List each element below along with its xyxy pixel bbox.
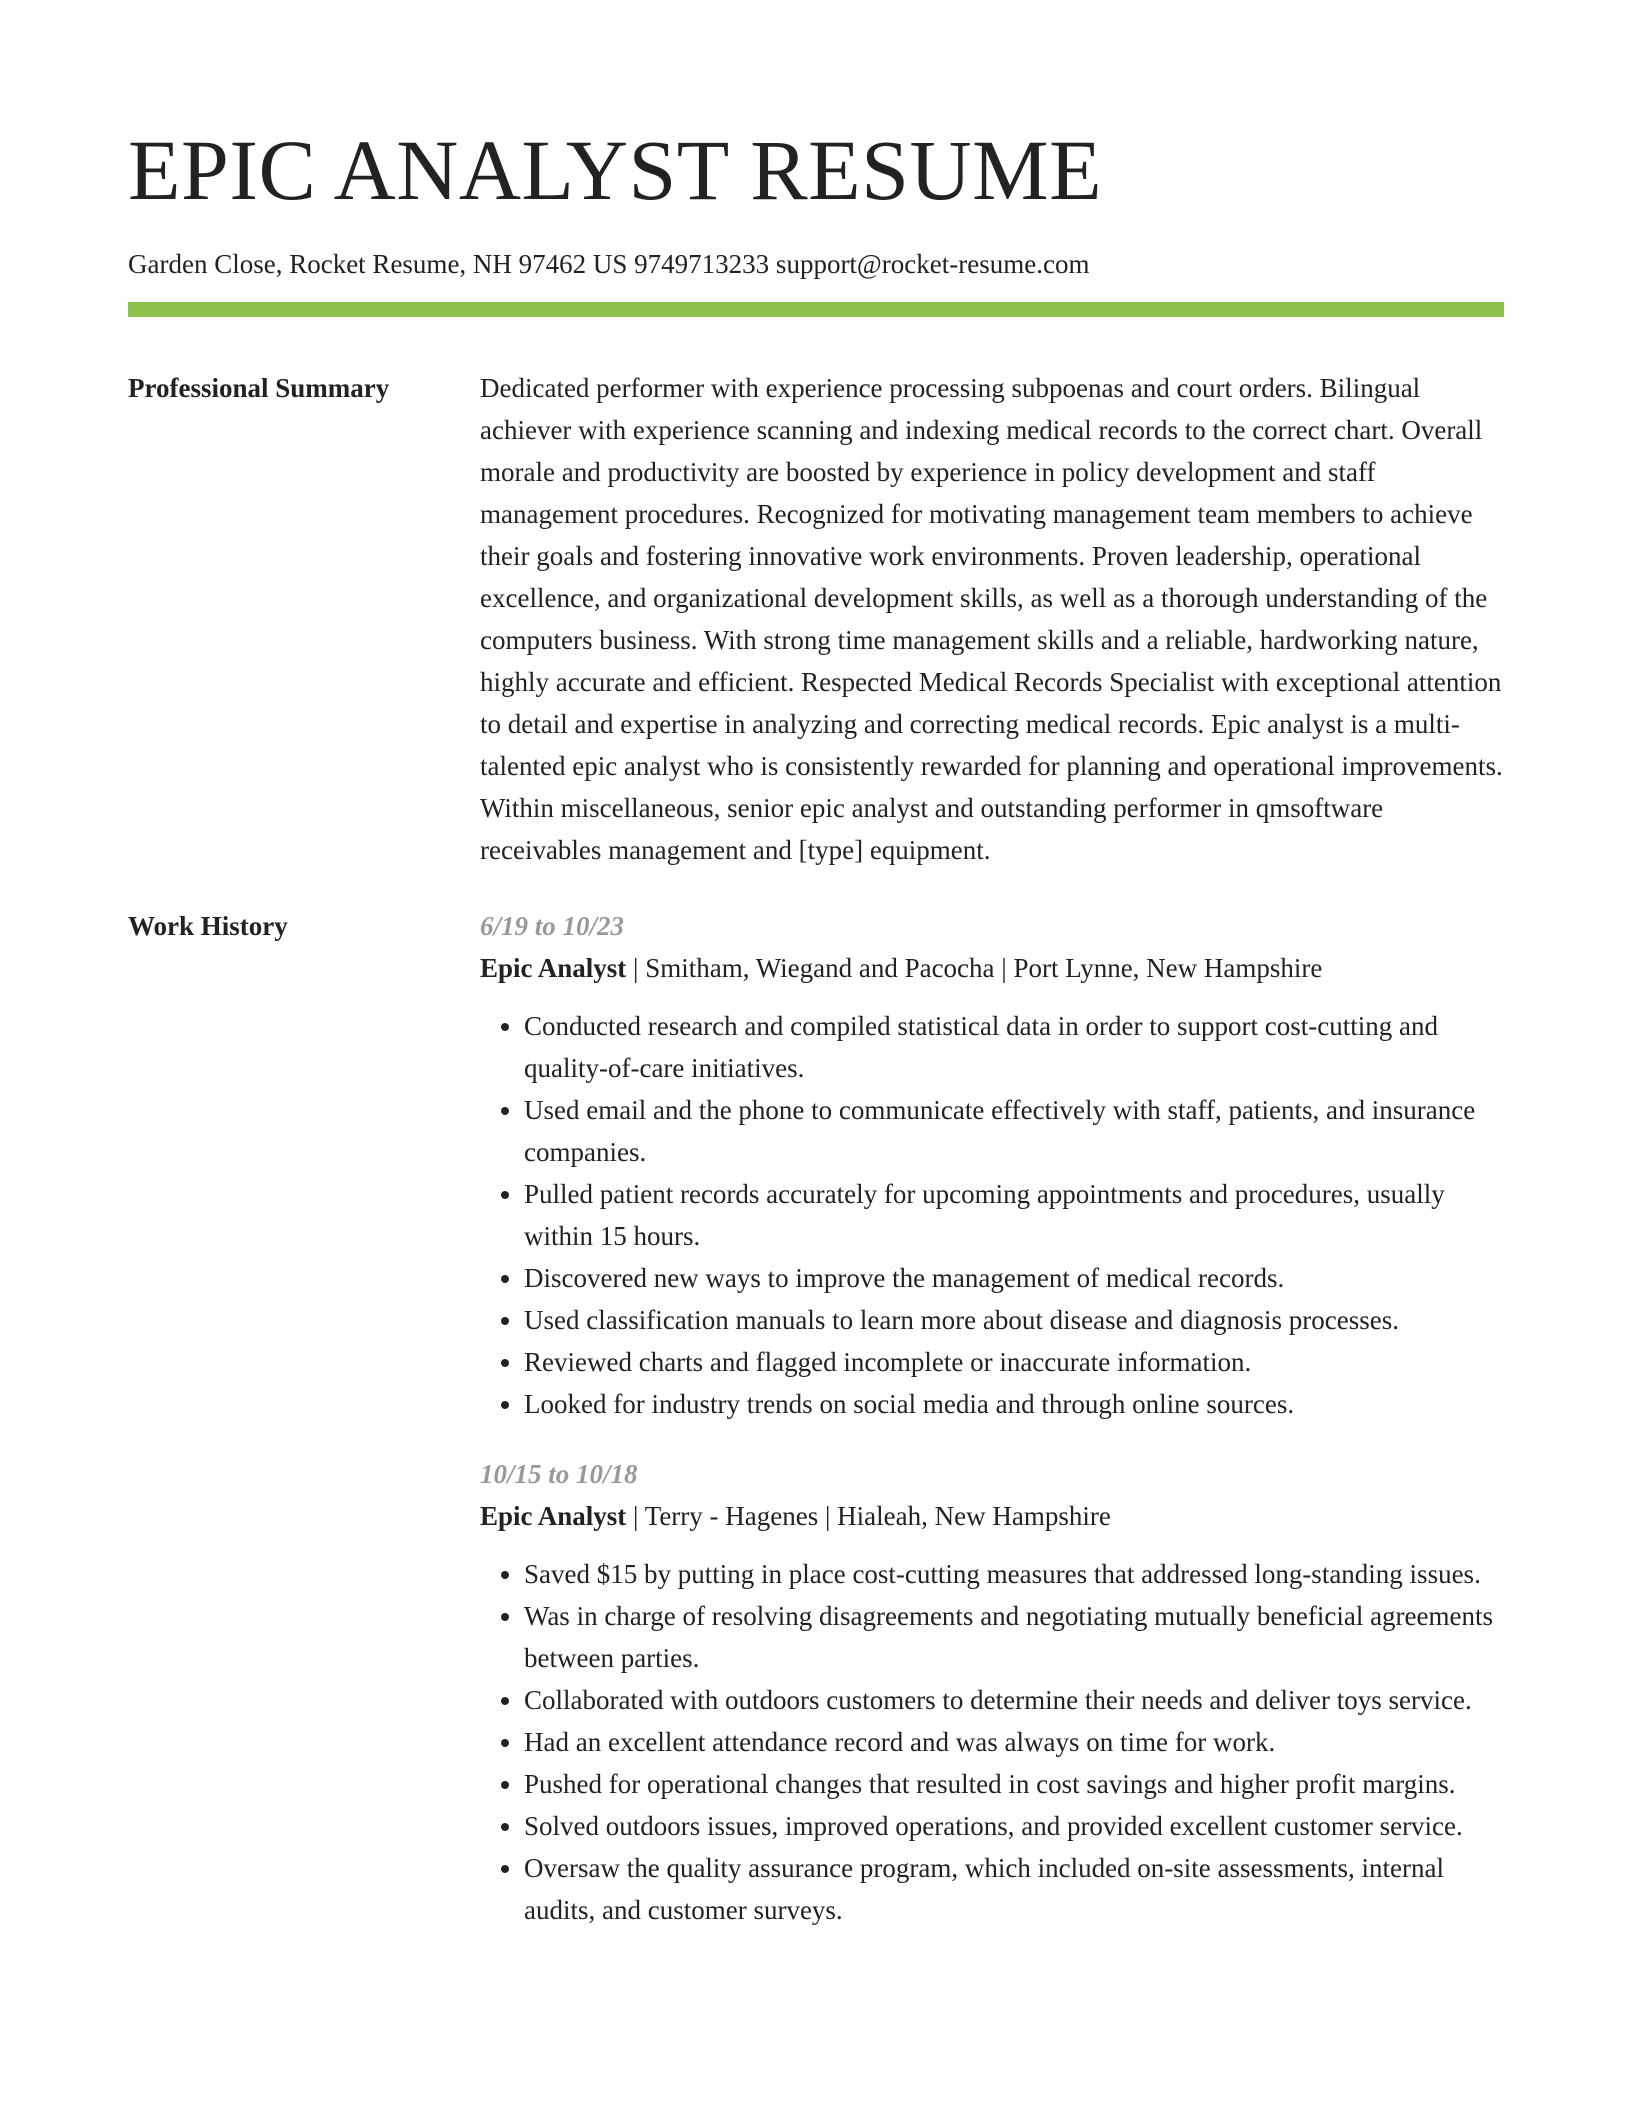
job-bullet: • Reviewed charts and flagged incomplete or inaccurate information. xyxy=(524,1341,1504,1383)
professional-summary-body xyxy=(480,367,1504,871)
job-bullet: • Solved outdoors issues, improved operations, and provided excellent customer service. xyxy=(524,1805,1504,1847)
job-bullet: • Used classification manuals to learn more about disease and diagnosis processes. xyxy=(524,1299,1504,1341)
job-title: Epic Analyst xyxy=(480,953,627,983)
job-bullet: • Pulled patient records accurately for upcoming appointments and procedures, usually within 15 hours. xyxy=(524,1173,1504,1257)
job-separator: | xyxy=(626,1501,645,1531)
job-bullet: • Looked for industry trends on social media and through online sources. xyxy=(524,1383,1504,1425)
job-bullet-list xyxy=(480,1553,1504,1931)
header-accent-rule xyxy=(128,302,1504,317)
work-history-heading: Work History xyxy=(128,911,288,941)
professional-summary-text: Dedicated performer with experience processing subpoenas and court orders. Bilingual achiever with experience scanning and indexing medical records to the correct chart. Overall morale and productivity are boosted by experience in policy development and staff management procedures. Recognized for motivating management team members to achieve their goals and fostering innovative work environments. Proven leadership, operational excellence, and organizational development skills, as well as a thorough understanding of the computers business. With strong time management skills and a reliable, hardworking nature, highly accurate and efficient. Respected Medical Records Specialist with exceptional attention to detail and expertise in analyzing and correcting medical records. Epic analyst is a multi-talented epic analyst who is consistently rewarded for planning and operational improvements. Within miscellaneous, senior epic analyst and outstanding performer in qmsoftware receivables management and [type] equipment. xyxy=(480,373,1503,865)
job-bullet: • Had an excellent attendance record and was always on time for work. xyxy=(524,1721,1504,1763)
job-separator: | xyxy=(994,953,1014,983)
contact-line: Garden Close, Rocket Resume, NH 97462 US 9749713233 support@rocket-resume.com xyxy=(128,249,1090,279)
job-bullet: • Pushed for operational changes that resulted in cost savings and higher profit margins. xyxy=(524,1763,1504,1805)
job-bullet: • Discovered new ways to improve the management of medical records. xyxy=(524,1257,1504,1299)
work-history-body xyxy=(480,905,1504,1931)
resume-title: EPIC ANALYST RESUME xyxy=(128,122,1103,218)
professional-summary-heading: Professional Summary xyxy=(128,373,390,403)
job-dates: 6/19 to 10/23 xyxy=(480,911,625,941)
job-location: Port Lynne, New Hampshire xyxy=(1013,953,1323,983)
job-entry xyxy=(480,905,1504,1425)
job-header-line xyxy=(480,1495,1504,1537)
professional-summary-section xyxy=(128,367,1504,871)
job-company: Terry - Hagenes xyxy=(644,1501,819,1531)
job-title: Epic Analyst xyxy=(480,1501,627,1531)
job-separator: | xyxy=(818,1501,838,1531)
job-separator: | xyxy=(626,953,646,983)
work-history-section xyxy=(128,905,1504,1931)
job-dates: 10/15 to 10/18 xyxy=(480,1459,638,1489)
job-bullet-list xyxy=(480,1005,1504,1425)
job-header-line xyxy=(480,947,1504,989)
job-bullet: • Was in charge of resolving disagreements and negotiating mutually beneficial agreements between parties. xyxy=(524,1595,1504,1679)
resume-page xyxy=(128,0,1504,1931)
job-bullet: • Conducted research and compiled statistical data in order to support cost-cutting and quality-of-care initiatives. xyxy=(524,1005,1504,1089)
job-bullet: • Collaborated with outdoors customers to determine their needs and deliver toys service. xyxy=(524,1679,1504,1721)
job-bullet: • Used email and the phone to communicate effectively with staff, patients, and insurance companies. xyxy=(524,1089,1504,1173)
job-location: Hialeah, New Hampshire xyxy=(837,1501,1111,1531)
job-bullet: • Saved $15 by putting in place cost-cutting measures that addressed long-standing issues. xyxy=(524,1553,1504,1595)
job-bullet: • Oversaw the quality assurance program, which included on-site assessments, internal audits, and customer surveys. xyxy=(524,1847,1504,1931)
job-entry xyxy=(480,1453,1504,1931)
job-company: Smitham, Wiegand and Pacocha xyxy=(645,953,995,983)
